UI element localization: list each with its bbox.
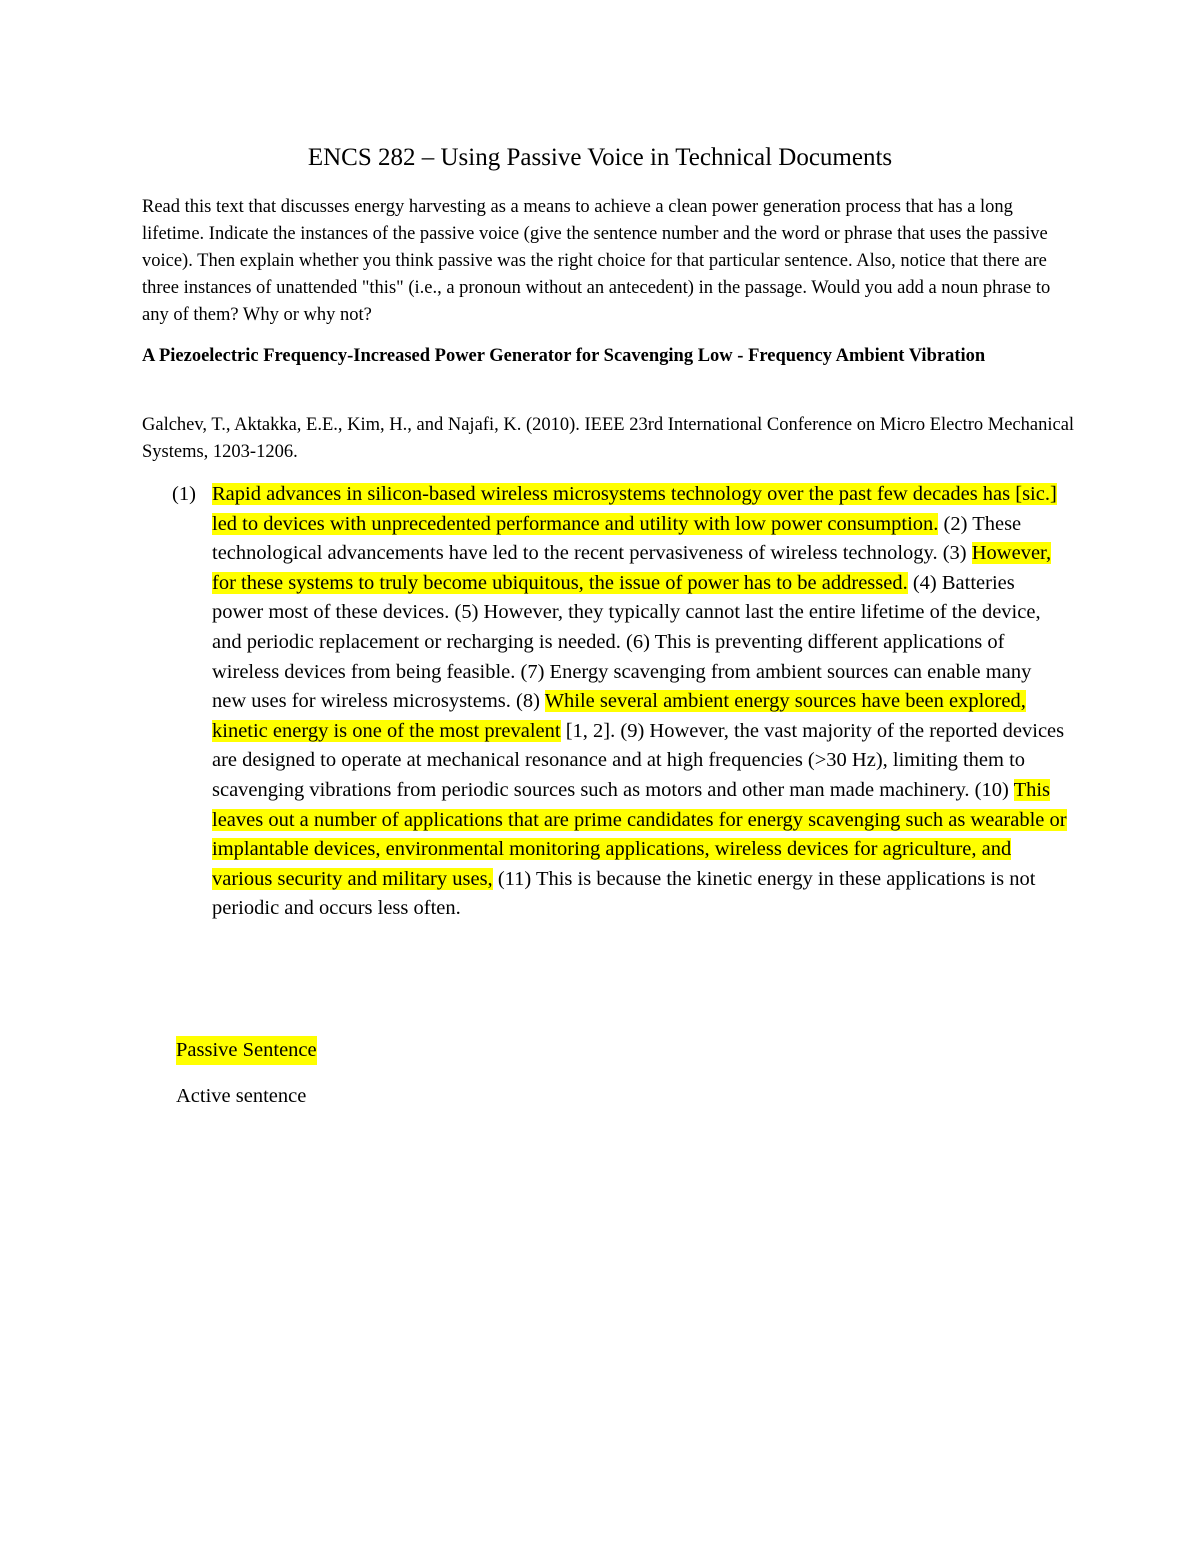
- passage-text-9-10: [1, 2]. (9) However, the vast majority of the reported devices are designed to operate at mechanical resonance and at high frequencies (>30 Hz), limiting them to scavenging vibrations from periodic sources such as motors and other man made machinery. (10): [212, 719, 1065, 801]
- highlighted-sentence-1: Rapid advances in silicon-based wireless microsystems technology over the past few decades has [sic.] led to devices with unprecedented performance and utility with low power consumption.: [212, 483, 1057, 535]
- page-title: ENCS 282 – Using Passive Voice in Technical Documents: [307, 144, 893, 171]
- passage-text-11: (11) This is because the kinetic energy in these applications is not periodic and occurs less often.: [212, 867, 1036, 920]
- active-sentence-label: Active sentence: [176, 1085, 307, 1107]
- passage-text-4-8: (4) Batteries power most of these devices. (5) However, they typically cannot last the entire lifetime of the device, and periodic replacement or recharging is needed. (6) This is preventing different applications of wireless devices from being feasible. (7) Energy scavenging from ambient sources can enable many new uses for wireless microsystems. (8): [212, 571, 1041, 713]
- highlighted-sentence-3: However, for these systems to truly become ubiquitous, the issue of power has to be addressed.: [212, 542, 1052, 594]
- passage: [172, 480, 1067, 924]
- instructions-paragraph: Read this text that discusses energy harvesting as a means to achieve a clean power generation process that has a long lifetime. Indicate the instances of the passive voice (give the sentence number and the word or phrase that uses the passive voice). Then explain whether you think passive was the right choice for that particular sentence. Also, notice that there are three instances of unattended "this" (i.e., a pronoun without an antecedent) in the passage. Would you add a noun phrase to any of them? Why or why not?: [142, 197, 1051, 325]
- passage-text-2-3: (2) These technological advancements have led to the recent pervasiveness of wireless technology. (3): [212, 512, 1022, 565]
- highlighted-sentence-10: This leaves out a number of applications that are prime candidates for energy scavenging such as wearable or implantable devices, environmental monitoring applications, wireless devices for agriculture, and various security and military uses,: [212, 778, 1067, 890]
- passive-sentence-label: Passive Sentence: [176, 1036, 317, 1065]
- passage-list-marker: (1): [172, 483, 196, 505]
- highlighted-sentence-8: While several ambient energy sources have been explored, kinetic energy is one of the most prevalent: [212, 690, 1026, 742]
- article-title: A Piezoelectric Frequency-Increased Power Generator for Scavenging Low - Frequency Ambient Vibration: [142, 346, 986, 366]
- citation: Galchev, T., Aktakka, E.E., Kim, H., and Najafi, K. (2010). IEEE 23rd International Conference on Micro Electro Mechanical Systems, 1203-1206.: [142, 415, 1075, 462]
